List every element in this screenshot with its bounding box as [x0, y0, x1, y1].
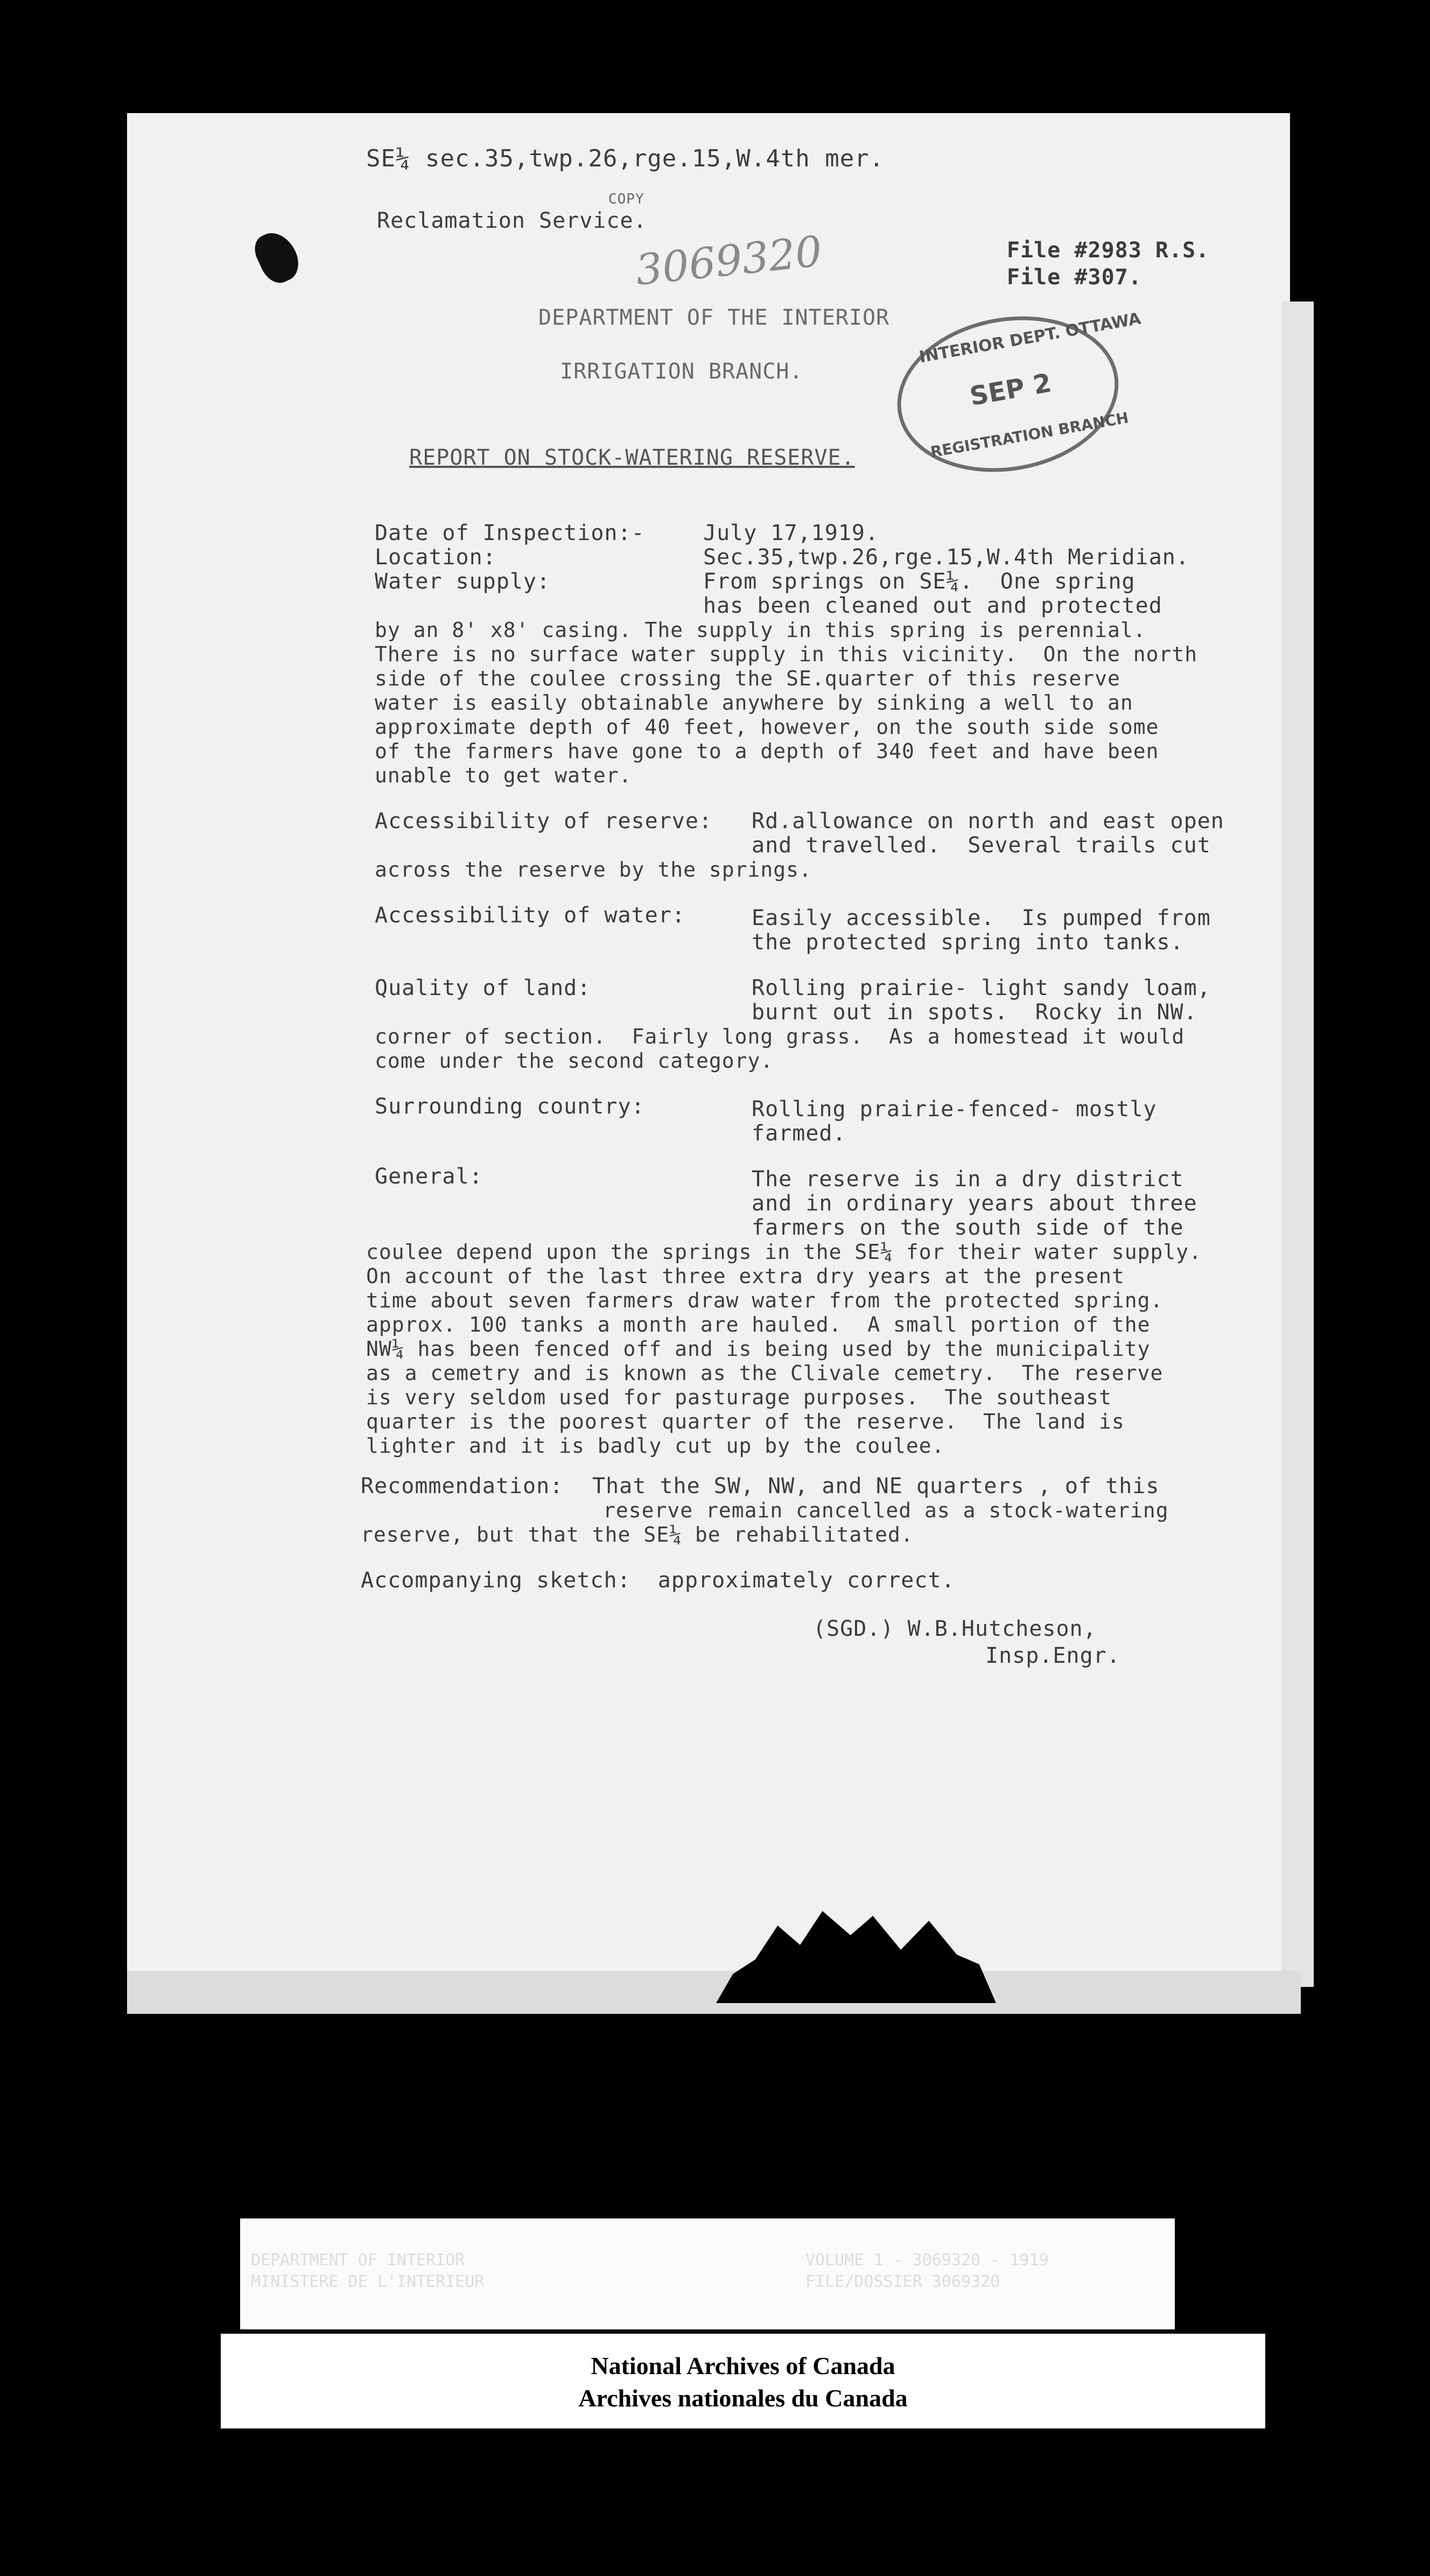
- archive-name-en: National Archives of Canada: [591, 2352, 895, 2379]
- body-line: reserve remain cancelled as a stock-watering: [603, 1499, 1169, 1522]
- field-label-location: Location:: [375, 545, 496, 570]
- value-surrounding-2: farmed.: [752, 1121, 846, 1146]
- body-line: of the farmers have gone to a depth of 340 feet and have been: [375, 739, 1159, 763]
- field-value-water-1: From springs on SE¼. One spring: [703, 569, 1135, 594]
- field-label-water: Water supply:: [375, 569, 551, 594]
- value-access-reserve-1: Rd.allowance on north and east open: [752, 809, 1224, 834]
- body-line: lighter and it is badly cut up by the coulee.: [366, 1434, 945, 1458]
- field-value-date: July 17,1919.: [703, 521, 879, 545]
- body-line: unable to get water.: [375, 764, 632, 787]
- department-heading: DEPARTMENT OF THE INTERIOR: [538, 305, 890, 330]
- body-line: quarter is the poorest quarter of the reserve. The land is: [366, 1410, 1125, 1433]
- value-land-1: Rolling prairie- light sandy loam,: [752, 976, 1211, 1000]
- field-value-location: Sec.35,twp.26,rge.15,W.4th Meridian.: [703, 545, 1189, 570]
- signature: (SGD.) W.B.Hutcheson,: [813, 1616, 1097, 1641]
- archive-label: [221, 2334, 1265, 2428]
- body-line: as a cemetry and is known as the Clivale cemetry. The reserve: [366, 1361, 1163, 1385]
- body-line: by an 8' x8' casing. The supply in this spring is perennial.: [375, 618, 1146, 642]
- top-reference: SE¼ sec.35,twp.26,rge.15,W.4th mer.: [366, 145, 885, 172]
- label-land: Quality of land:: [375, 976, 591, 1000]
- body-line: There is no surface water supply in this vicinity. On the north: [375, 642, 1198, 666]
- field-value-water-2: has been cleaned out and protected: [703, 593, 1162, 618]
- signature-title: Insp.Engr.: [985, 1643, 1120, 1668]
- archive-label-faded: [240, 2218, 1175, 2329]
- body-line: coulee depend upon the springs in the SE¼ for their water supply.: [366, 1240, 1202, 1264]
- faded-text: FILE/DOSSIER 3069320: [805, 2272, 1000, 2291]
- branch-heading: IRRIGATION BRANCH.: [560, 359, 803, 384]
- value-surrounding-1: Rolling prairie-fenced- mostly: [752, 1097, 1157, 1122]
- value-recommendation-1: That the SW, NW, and NE quarters , of this: [592, 1474, 1160, 1499]
- body-line: come under the second category.: [375, 1049, 774, 1073]
- file-number-1: File #2983 R.S.: [1007, 238, 1210, 263]
- body-line: is very seldom used for pasturage purposes. The southeast: [366, 1385, 1112, 1409]
- value-general-3: farmers on the south side of the: [752, 1215, 1184, 1240]
- body-line: reserve, but that the SE¼ be rehabilitated.: [361, 1523, 914, 1546]
- value-land-2: burnt out in spots. Rocky in NW.: [752, 1000, 1197, 1025]
- faded-text: VOLUME 1 - 3069320 - 1919: [805, 2251, 1049, 2270]
- body-line: time about seven farmers draw water from the protected spring.: [366, 1289, 1163, 1312]
- copy-mark: COPY: [608, 191, 644, 207]
- label-general: General:: [375, 1164, 483, 1189]
- label-surrounding: Surrounding country:: [375, 1094, 645, 1119]
- stamp-text-1: INTERIOR DEPT. OTTAWA: [917, 309, 1142, 367]
- service-name: Reclamation Service.: [377, 208, 647, 233]
- value-access-water-1: Easily accessible. Is pumped from: [752, 906, 1211, 930]
- stamp-text-2: REGISTRATION BRANCH: [929, 409, 1130, 461]
- value-access-water-2: the protected spring into tanks.: [752, 930, 1184, 955]
- report-title: REPORT ON STOCK-WATERING RESERVE.: [409, 445, 855, 470]
- body-line: side of the coulee crossing the SE.quarter of this reserve: [375, 667, 1120, 690]
- body-line: NW¼ has been fenced off and is being used by the municipality: [366, 1337, 1151, 1361]
- body-line: approximate depth of 40 feet, however, on the south side some: [375, 715, 1159, 739]
- body-line: across the reserve by the springs.: [375, 858, 812, 881]
- label-recommendation: Recommendation:: [361, 1474, 564, 1499]
- faded-text: MINISTERE DE L'INTERIEUR: [251, 2272, 485, 2291]
- file-number-2: File #307.: [1007, 265, 1142, 290]
- field-label-date: Date of Inspection:-: [375, 521, 645, 545]
- value-access-reserve-2: and travelled. Several trails cut: [752, 833, 1211, 858]
- value-general-2: and in ordinary years about three: [752, 1191, 1197, 1216]
- body-line: corner of section. Fairly long grass. As a homestead it would: [375, 1025, 1185, 1048]
- label-access-water: Accessibility of water:: [375, 903, 685, 928]
- faded-text: DEPARTMENT OF INTERIOR: [251, 2251, 465, 2270]
- body-line: approx. 100 tanks a month are hauled. A small portion of the: [366, 1313, 1151, 1336]
- body-line: water is easily obtainable anywhere by sinking a well to an: [375, 691, 1133, 715]
- handwritten-number: 3069320: [633, 227, 825, 295]
- archive-name-fr: Archives nationales du Canada: [578, 2384, 908, 2412]
- page-edge-bottom: [127, 1971, 1301, 2014]
- body-line: On account of the last three extra dry years at the present: [366, 1264, 1125, 1288]
- value-general-1: The reserve is in a dry district: [752, 1167, 1184, 1192]
- label-access-reserve: Accessibility of reserve:: [375, 809, 713, 834]
- stamp-date: SEP 2: [967, 368, 1054, 412]
- page-edge-right: [1281, 302, 1314, 1987]
- sketch-note: Accompanying sketch: approximately correct.: [361, 1568, 955, 1593]
